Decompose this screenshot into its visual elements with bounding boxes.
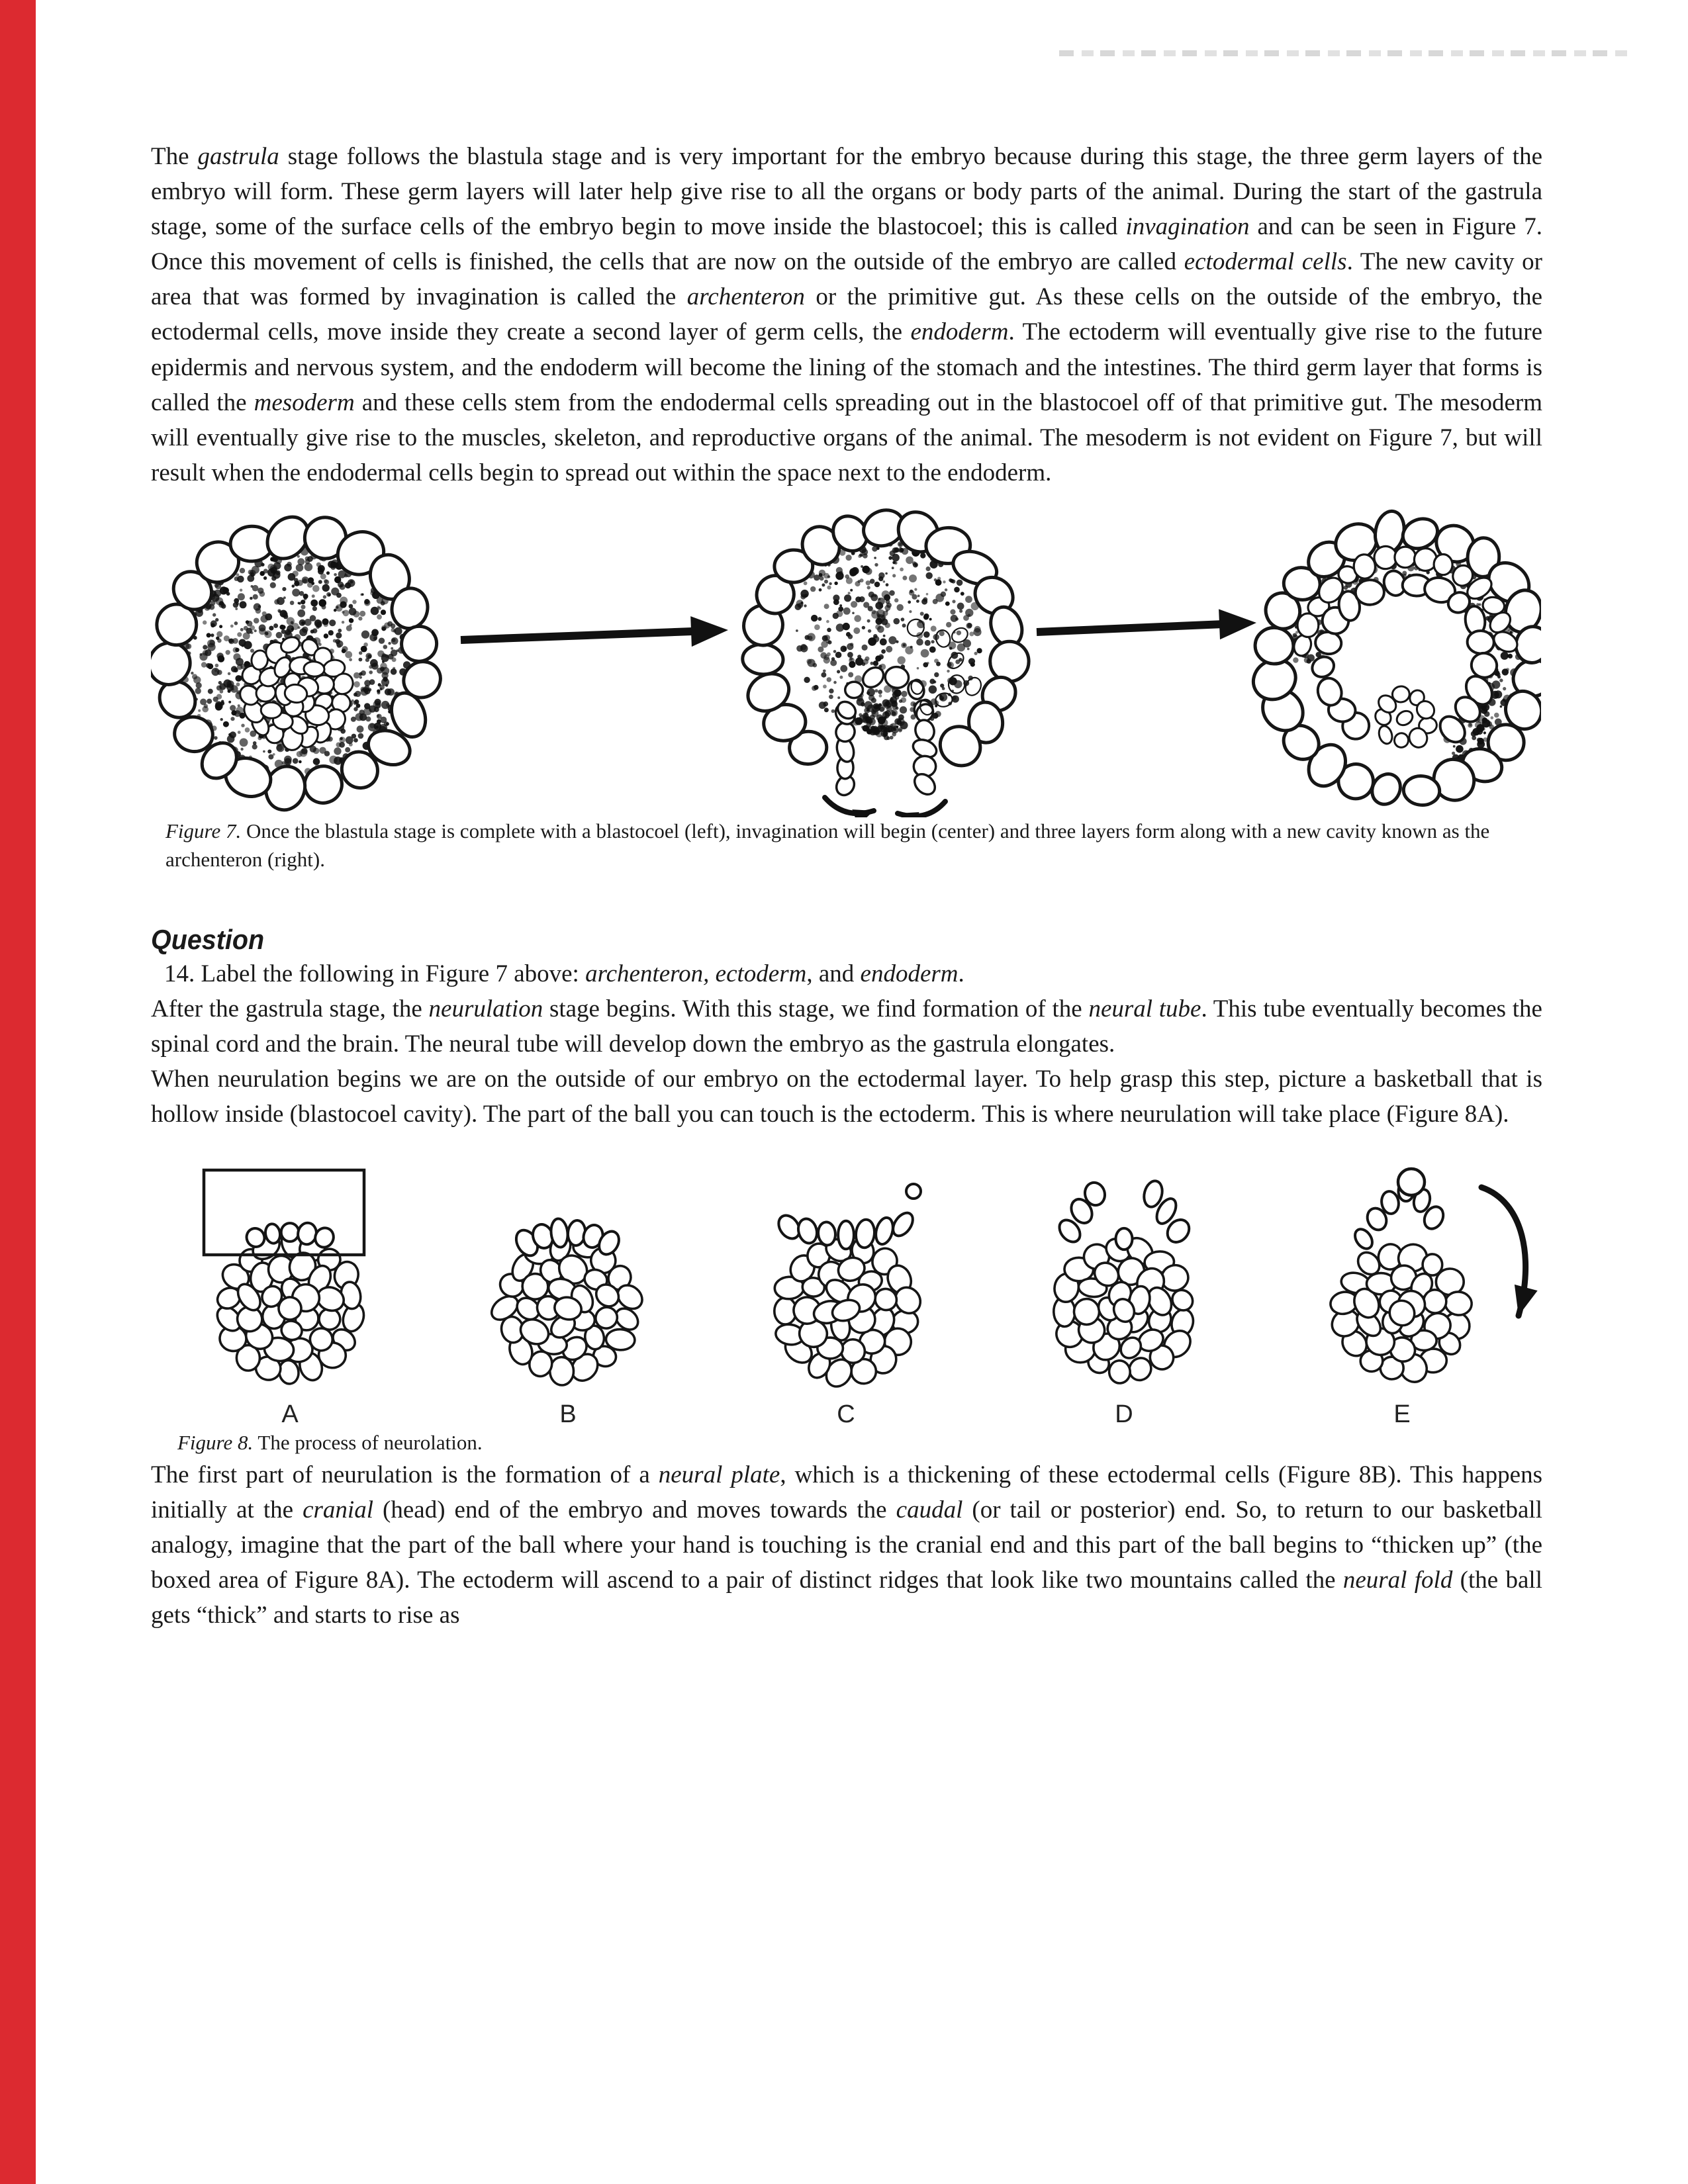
figure8-stage-c <box>707 1153 985 1429</box>
paragraph-basketball-analogy: When neurulation begins we are on the outside of our embryo on the ectodermal layer. To help grasp this step, picture a basketball that is hollow inside (blastocoel cavity). The part of the ball you can touch is the ectoderm. This is where neurulation will take place (Figure 8A). <box>151 1066 1542 1128</box>
question-heading: Question <box>151 924 265 956</box>
figure8-label-c: C <box>837 1400 855 1429</box>
paragraph-neural-plate: The first part of neurulation is the formation of a neural plate, which is a thickening of these ectodermal cells (Figure 8B). This happens initially at the cranial (head) end of the embryo and moves towards the caudal (or tail or posterior) end. So, to return to our basketball analogy, imagine that the part of the ball where your hand is touching is the cranial end and this part of the ball begins to “thicken up” (the boxed area of Figure 8A). The ectoderm will ascend to a pair of distinct ridges that look like two mountains called the neural fold (the ball gets “thick” and starts to rise as <box>151 1461 1542 1629</box>
figure8-label-d: D <box>1115 1400 1133 1429</box>
neurulation-ball-a <box>151 1153 429 1391</box>
figure8-stage-e <box>1263 1153 1541 1429</box>
figure7-illustration <box>151 500 1542 817</box>
figure8-stage-b <box>429 1153 707 1429</box>
figure8-caption: Figure 8. The process of neurolation. <box>177 1431 483 1455</box>
figure7-svg <box>151 500 1541 817</box>
question-14: 14. Label the following in Figure 7 above: archenteron, ectoderm, and endoderm. <box>164 960 964 987</box>
neurulation-ball-b <box>429 1153 707 1391</box>
figure7-caption: Figure 7. Once the blastula stage is complete with a blastocoel (left), invagination will begin (center) and three layers form along with a new cavity known as the archenteron (right). <box>165 819 1490 871</box>
figure8-label-e: E <box>1393 1400 1411 1429</box>
figure8-illustration <box>151 1153 1542 1429</box>
figure8-stage-d <box>985 1153 1263 1429</box>
neurulation-ball-c <box>707 1153 985 1391</box>
left-margin-red-bar <box>0 0 36 2184</box>
neurulation-ball-d <box>985 1153 1263 1391</box>
neurulation-ball-e <box>1263 1153 1541 1391</box>
paragraph-neurulation-intro: After the gastrula stage, the neurulation stage begins. With this stage, we find formation of the neural tube. This tube eventually becomes the spinal cord and the brain. The neural tube will develop down the embryo as the gastrula elongates. <box>151 995 1542 1058</box>
page-content <box>151 0 1542 1633</box>
figure8-label-b: B <box>559 1400 577 1429</box>
figure8-label-a: A <box>281 1400 299 1429</box>
paragraph-gastrula: The gastrula stage follows the blastula stage and is very important for the embryo because during this stage, the three germ layers of the embryo will form. These germ layers will later help give rise to all the organs or body parts of the animal. During the start of the gastrula stage, some of the surface cells of the embryo begin to move inside the blastocoel; this is called invagination and can be seen in Figure 7. Once this movement of cells is finished, the cells that are now on the outside of the embryo are called ectodermal cells. The new cavity or area that was formed by invagination is called the archenteron or the primitive gut. As these cells on the outside of the embryo, the ectodermal cells, move inside they create a second layer of germ cells, the endoderm. The ectoderm will eventually give rise to the future epidermis and nervous system, and the endoderm will become the lining of the stomach and the intestines. The third germ layer that forms is called the mesoderm and these cells stem from the endodermal cells spreading out in the blastocoel off of that primitive gut. The mesoderm will eventually give rise to the muscles, skeleton, and reproductive organs of the animal. The mesoderm is not evident on Figure 7, but will result when the endodermal cells begin to spread out within the space next to the endoderm. <box>151 143 1543 486</box>
figure8-stage-a <box>151 1153 429 1429</box>
